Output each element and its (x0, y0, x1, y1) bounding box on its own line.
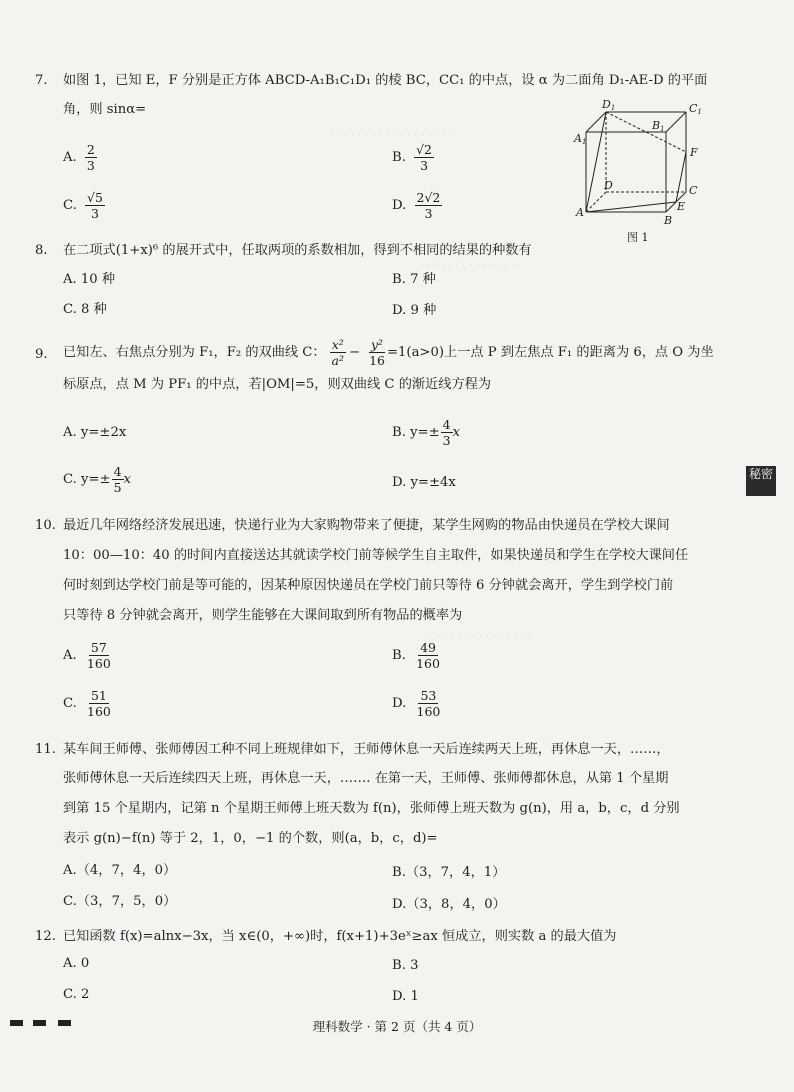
option-text: B. y=± (392, 424, 440, 440)
numerator: x² (331, 337, 344, 352)
q12-option-c: C. 2 (63, 987, 90, 1002)
q8-option-b: B. 7 种 (392, 272, 436, 287)
segment-EF (676, 152, 686, 202)
numerator: 2 (86, 142, 95, 157)
q8-text: 在二项式(1+x)⁶ 的展开式中，任取两项的系数相加，得到不相同的结果的种数有 (63, 243, 532, 258)
q11-option-b: B.（3，7，4，1） (392, 865, 506, 880)
segment-D1A (586, 112, 606, 212)
fraction (415, 688, 443, 719)
q7-number: 7. (35, 73, 48, 88)
q8-option-d: D. 9 种 (392, 303, 437, 318)
q9-option-a: A. y=±2x (63, 425, 127, 440)
q10-text-line2: 10：00—10：40 的时间内直接送达其就读学校门前等候学生自主取件，如果快递员和学生在学校大课间任 (63, 548, 689, 563)
q9-text-pre: 已知左、右焦点分别为 F₁，F₂ 的双曲线 C： (63, 344, 326, 360)
q11-text-line3: 到第 15 个星期内，记第 n 个星期王师傅上班天数为 f(n)，张师傅上班天数为 g(n)，用 a，b，c，d 分别 (63, 801, 680, 816)
fraction (415, 190, 443, 221)
numerator: 4 (113, 464, 122, 479)
q7-option-b (392, 142, 434, 173)
q11-text-line1: 某车间王师傅、张师傅因工种不同上班规律如下，王师傅休息一天后连续两天上班，再休息一天，……， (63, 742, 670, 757)
numerator: √2 (416, 142, 433, 157)
option-label: B. (392, 648, 406, 663)
q9-text-line2: 标原点，点 M 为 PF₁ 的中点，若|OM|=5，则双曲线 C 的渐近线方程为 (63, 377, 492, 392)
numerator: 2√2 (416, 190, 441, 205)
option-text: x (452, 424, 461, 440)
option-label: B. (392, 150, 406, 165)
fraction (112, 464, 124, 495)
denominator: 3 (86, 158, 95, 173)
q8-option-c: C. 8 种 (63, 302, 107, 317)
q12-option-b: B. 3 (392, 958, 419, 973)
q10-text-line1: 最近几年网络经济发展迅速，快递行业为大家购物带来了便捷，某学生网购的物品由快递员在学校大课间 (63, 518, 670, 533)
denominator: 160 (416, 704, 441, 719)
fraction (414, 640, 442, 671)
q10-option-c (63, 688, 113, 719)
page-footer: 理科数学 · 第 2 页（共 4 页） (312, 1019, 482, 1034)
fraction (85, 190, 105, 221)
q7-text-line1: 如图 1，已知 E，F 分别是正方体 ABCD-A₁B₁C₁D₁ 的棱 BC，CC₁ 的中点，设 α 为二面角 D₁-AE-D 的平面 (63, 73, 708, 88)
label-D: D (604, 179, 613, 192)
label-C: C (689, 184, 698, 197)
fraction-x2-a2 (330, 337, 346, 368)
denominator: 160 (416, 656, 440, 671)
q10-text-line4: 只等待 8 分钟就会离开，则学生能够在大课间取到所有物品的概率为 (63, 608, 463, 623)
label-B1: B1 (652, 119, 665, 133)
numerator: √5 (87, 190, 103, 205)
q10-option-d (392, 688, 442, 719)
option-label: A. (63, 150, 77, 165)
denominator: 3 (424, 206, 433, 221)
denominator: 160 (87, 704, 111, 719)
fraction (441, 417, 453, 448)
cube-figure (568, 98, 708, 246)
option-label: D. (392, 198, 407, 213)
option-label: C. (63, 198, 77, 213)
q9-text-line1 (63, 337, 714, 368)
fraction (85, 688, 113, 719)
numerator: 57 (90, 640, 107, 655)
q8-option-a: A. 10 种 (63, 272, 116, 287)
q9-option-d: D. y=±4x (392, 475, 456, 490)
q10-number: 10. (35, 518, 56, 533)
denominator: a² (331, 353, 345, 368)
q7-text-line2: 角，则 sinα= (63, 102, 147, 117)
confidential-tab: 秘密 (746, 466, 776, 496)
numerator: 51 (90, 688, 107, 703)
label-F: F (690, 146, 698, 159)
option-label: C. (63, 696, 77, 711)
q10-text-line3: 何时刻到达学校门前是等可能的，因某种原因快递员在学校门前只等待 6 分钟就会离开，学生到学校门前 (63, 578, 674, 593)
q7-option-d (392, 190, 442, 221)
q9-option-b (392, 417, 460, 448)
q11-text-line2: 张师傅休息一天后连续四天上班，再休息一天，……. 在第一天，王师傅、张师傅都休息，从第 1 个星期 (63, 771, 669, 786)
q11-option-a: A.（4，7，4，0） (63, 863, 177, 878)
label-B: B (664, 214, 673, 227)
option-text: C. y=± (63, 471, 111, 487)
numerator: 49 (420, 640, 436, 655)
denominator: 5 (113, 480, 122, 495)
q12-option-a: A. 0 (63, 956, 90, 971)
q11-text-line4: 表示 g(n)−f(n) 等于 2，1，0，−1 的个数，则(a，b，c，d)= (63, 831, 438, 846)
minus-sign: − (349, 344, 361, 360)
q8-number: 8. (35, 243, 48, 258)
q9-number: 9. (35, 347, 48, 362)
numerator: 4 (442, 417, 451, 432)
q11-option-d: D.（3，8，4，0） (392, 897, 506, 912)
denominator: 160 (86, 656, 111, 671)
numerator: 53 (420, 688, 437, 703)
q7-option-c (63, 190, 105, 221)
bleed-through-text: · · · · · · · · · · · · · · (420, 258, 515, 271)
q10-option-b (392, 640, 442, 671)
q7-option-a (63, 142, 97, 173)
denominator: 3 (91, 206, 99, 221)
denominator: 3 (420, 158, 429, 173)
denominator: 16 (369, 353, 385, 368)
q12-option-d: D. 1 (392, 989, 419, 1004)
fraction (85, 142, 97, 173)
label-E: E (677, 200, 686, 213)
q11-option-c: C.（3，7，5，0） (63, 894, 177, 909)
bleed-through-text: · · · · · · · · · · · · · · · (430, 630, 532, 643)
denominator: 3 (442, 433, 451, 448)
fraction (414, 142, 434, 173)
q9-option-c (63, 464, 131, 495)
label-A: A (576, 206, 584, 219)
figure-caption: 图 1 (627, 231, 649, 244)
option-text: x (123, 471, 131, 487)
q11-number: 11. (35, 742, 56, 757)
fraction (85, 640, 113, 671)
option-label: A. (63, 648, 77, 663)
q9-text-post: =1(a>0)上一点 P 到左焦点 F₁ 的距离为 6，点 O 为坐 (386, 344, 714, 360)
label-C1: C1 (689, 102, 702, 116)
bleed-through-text: · · · · · · · · · · · · · · · · · · (330, 128, 453, 141)
label-D1: D1 (602, 98, 616, 112)
q12-text: 已知函数 f(x)=alnx−3x，当 x∈(0，+∞)时，f(x+1)+3eˣ≥ax 恒成立，则实数 a 的最大值为 (63, 929, 617, 944)
segment-AE (586, 202, 676, 212)
numerator: y² (370, 337, 384, 352)
fraction-y2-16 (367, 337, 387, 368)
label-A1: A1 (574, 132, 587, 146)
q10-option-a (63, 640, 113, 671)
q12-number: 12. (35, 929, 56, 944)
edge-C1B1 (666, 112, 686, 132)
option-label: D. (392, 696, 407, 711)
